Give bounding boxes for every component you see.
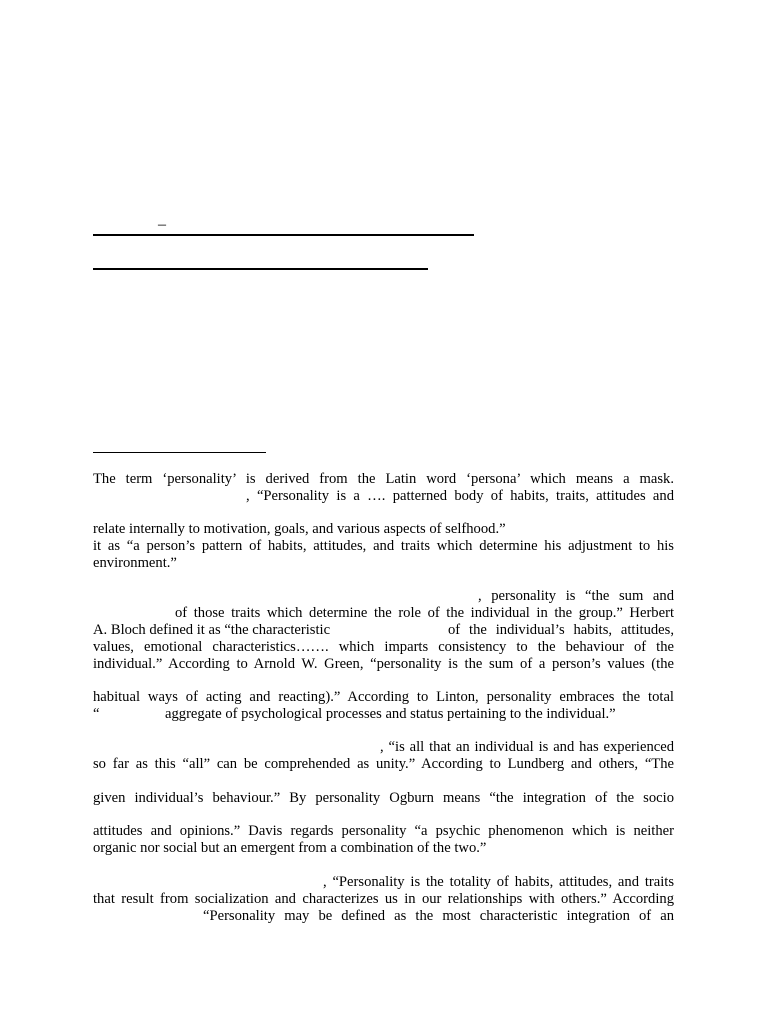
body-line: The term ‘personality’ is derived from the Latin word ‘persona’ which means a mask. xyxy=(93,471,674,487)
body-line: individual.” According to Arnold W. Green, “personality is the sum of a person’s values (the xyxy=(93,656,674,672)
heading-underline-1a xyxy=(93,234,158,236)
heading-underline-2 xyxy=(93,268,428,270)
body-line: , “Personality is the totality of habits, attitudes, and traits xyxy=(323,874,674,890)
body-line: habitual ways of acting and reacting).” According to Linton, personality embraces the total xyxy=(93,689,674,705)
body-line: of the individual’s habits, attitudes, xyxy=(448,622,674,638)
body-line: A. Bloch defined it as “the characteristic xyxy=(93,622,331,638)
body-line: of those traits which determine the role of the individual in the group.” Herbert xyxy=(175,605,674,621)
body-line: attitudes and opinions.” Davis regards personality “a psychic phenomenon which is neither xyxy=(93,823,674,839)
body-line: values, emotional characteristics……. which imparts consistency to the behaviour of the xyxy=(93,639,674,655)
body-line: environment.” xyxy=(93,555,177,571)
section-rule xyxy=(93,452,266,453)
heading-dash: – xyxy=(158,216,166,233)
body-line: so far as this “all” can be comprehended as unity.” According to Lundberg and others, “The xyxy=(93,756,674,772)
body-line: that result from socialization and characterizes us in our relationships with others.” According xyxy=(93,891,674,907)
body-line: , “Personality is a …. patterned body of habits, traits, attitudes and xyxy=(246,488,674,504)
body-line: it as “a person’s pattern of habits, attitudes, and traits which determine his adjustment to his xyxy=(93,538,674,554)
body-line: relate internally to motivation, goals, and various aspects of selfhood.” xyxy=(93,521,506,537)
body-line: organic nor social but an emergent from a combination of the two.” xyxy=(93,840,487,856)
body-line: “Personality may be defined as the most characteristic integration of an xyxy=(203,908,674,924)
body-line: , personality is “the sum and xyxy=(478,588,674,604)
body-line: “ xyxy=(93,706,100,722)
body-line: , “is all that an individual is and has experienced xyxy=(380,739,674,755)
heading-underline-1b xyxy=(158,234,474,236)
body-line: aggregate of psychological processes and status pertaining to the individual.” xyxy=(165,706,616,722)
body-line: given individual’s behaviour.” By personality Ogburn means “the integration of the socio xyxy=(93,790,674,806)
